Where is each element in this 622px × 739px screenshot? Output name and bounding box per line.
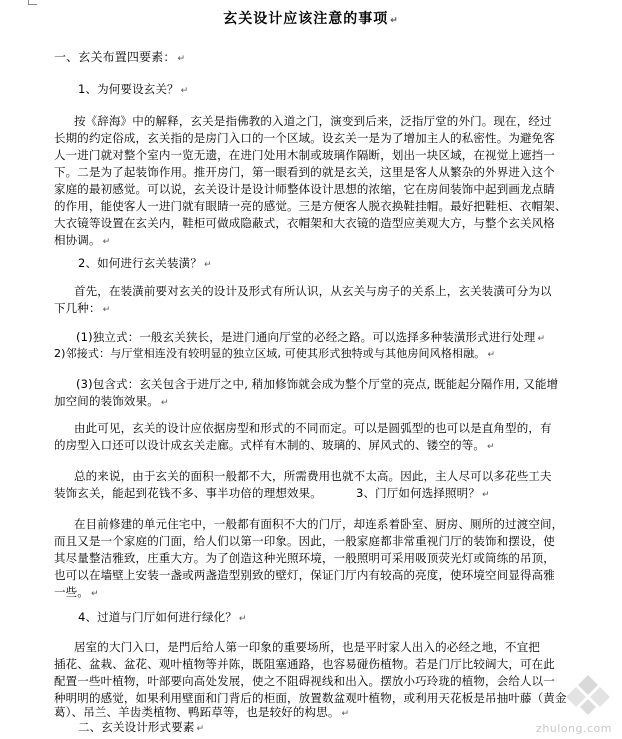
paragraph-line: 居室的大门入口，是門后给人第一印象的重要场所，也是平时家人出入的必经之地，不宜把 — [74, 640, 540, 654]
paragraph-line: 也可以在墙壁上安装一盏或两盏造型别致的壁灯，保证门厅内有较高的亮度，使环境空间显得高雅 — [54, 568, 555, 582]
paragraph-line: 插花、盆栽、盆花、观叶植物等并陈，既阻塞通路，也容易碰伤植物。若是门厅比较阔大，可在此 — [54, 657, 555, 671]
paragraph-line: 一些。 ↵ — [54, 585, 99, 599]
paragraph-line: 装饰玄关，能起到花钱不多、事半功倍的理想效果。 — [54, 486, 322, 500]
paragraph-line: 大衣镜等设置在玄关内，鞋柜可做成隐蔽式，衣帽架和大衣镜的造型应美观大方，与整个玄关风格 — [54, 216, 555, 230]
question-heading-2: 2、如何进行玄关装潢？ ↵ — [78, 256, 212, 270]
paragraph-line: 下。二是为了起装饰作用。推开房门，第一眼看到的就是玄关，这里是客人从繁杂的外界进入这个 — [54, 165, 555, 179]
paragraph-line: 而且又是一个家庭的门面，给人们以第一印象。因此，一般家庭都非常重视门厅的装饰和摆设，使 — [54, 534, 555, 548]
question-heading-1: 1、为何要设玄关？ ↵ — [78, 82, 189, 96]
section-heading-1: 一、玄关布置四要素： ↵ — [54, 50, 186, 64]
paragraph-line: 配置一些叶植物，叶部要向高处发展，使之不阻碍视线和出入。摆放小巧玲珑的植物，会给人以一 — [54, 674, 555, 688]
list-item: (3)包含式：玄关包含于进厅之中, 稍加修饰就会成为整个厅堂的亮点, 既能起分隔作用, 又能增 — [76, 377, 559, 391]
section-heading-2: 二、玄关设计形式要素 ↵ — [78, 720, 205, 734]
question-heading-4: 4、过道与门厅如何进行绿化？ ↵ — [78, 610, 247, 624]
zhulong-logo-icon — [560, 673, 616, 717]
paragraph-line: 首先，在装潢前要对玄关的设计及形式有所认识，从玄关与房子的关系上，玄关装潢可分为以 — [74, 284, 552, 298]
paragraph-line: 其尽量整洁雅致，庄重大方。为了创造这种光照环境，一般照明可采用吸顶荧光灯或筒练的吊顶， — [54, 551, 555, 565]
list-item: (1)独立式：一般玄关狭长，是进门通向厅堂的必经之路。可以选择多种装潢形式进行处理 ↵ — [76, 330, 546, 344]
paragraph-line: 在目前修建的单元住宅中，一般都有面积不大的门厅，却连系着卧室、厨房、厕所的过渡空间， — [74, 517, 564, 531]
list-item: 2)邻接式：与厅堂相连没有较明显的独立区域, 可使其形式独特或与其他房间风格相融。 ↵ — [54, 347, 496, 360]
page-corner-mark — [28, 0, 37, 5]
paragraph-line: 按《辞海》中的解释，玄关是指佛教的入道之门，演变到后来，泛指厅堂的外门。现在，经过 — [74, 114, 552, 128]
paragraph-line: 总的来说，由于玄关的面积一般都不大，所需费用也就不太高。因此，主人尽可以多花些工夫 — [74, 469, 552, 483]
list-item: 加空间的装饰效果。 ↵ — [54, 394, 169, 408]
paragraph-line: 下几种： ↵ — [54, 301, 111, 315]
paragraph-line: 的房型入口还可以设计成玄关走廊。式样有木制的、玻璃的、屏风式的、镂空的等。 ↵ — [54, 438, 495, 452]
paragraph-line: 葛）、吊兰、羊齿类植物、鸭跖草等，也是较好的构思。 ↵ — [54, 705, 350, 719]
question-heading-3: 3、门厅如何选择照明？ ↵ — [356, 486, 490, 500]
document-title: 玄关设计应该注意的事项 ↵ — [223, 11, 399, 27]
paragraph-line: 由此可见，玄关的设计应依据房型和形式的不同而定。可以是圆弧型的也可以是直角型的，有 — [74, 421, 552, 435]
paragraph-line: 家庭的最初感觉。可以说，玄关设计是设计师整体设计思想的浓缩，它在房间装饰中起到画龙点睛 — [54, 182, 555, 196]
paragraph-line: 相协调。 ↵ — [54, 233, 111, 247]
paragraph-line: 人一进门就对整个室内一览无遗，在进门处用木制或玻璃作隔断，划出一块区域，在视觉上遮挡一 — [54, 148, 555, 162]
paragraph-line: 的作用，能使客人一进门就有眼睛一亮的感觉。三是方便客人脱衣换鞋挂帽。最好把鞋柜、衣帽架、 — [54, 199, 567, 213]
paragraph-line: 长期的约定俗成，玄关指的是房门入口的一个区域。设玄关一是为了增加主人的私密性。为避免客 — [54, 131, 555, 145]
watermark-text: zhulong.com — [536, 722, 612, 735]
paragraph-line: 种明明的感觉，如果利用壁面和门背后的柜面，放置数盆观叶植物，或利用天花板是吊抽叶藤（黄金 — [54, 691, 567, 705]
